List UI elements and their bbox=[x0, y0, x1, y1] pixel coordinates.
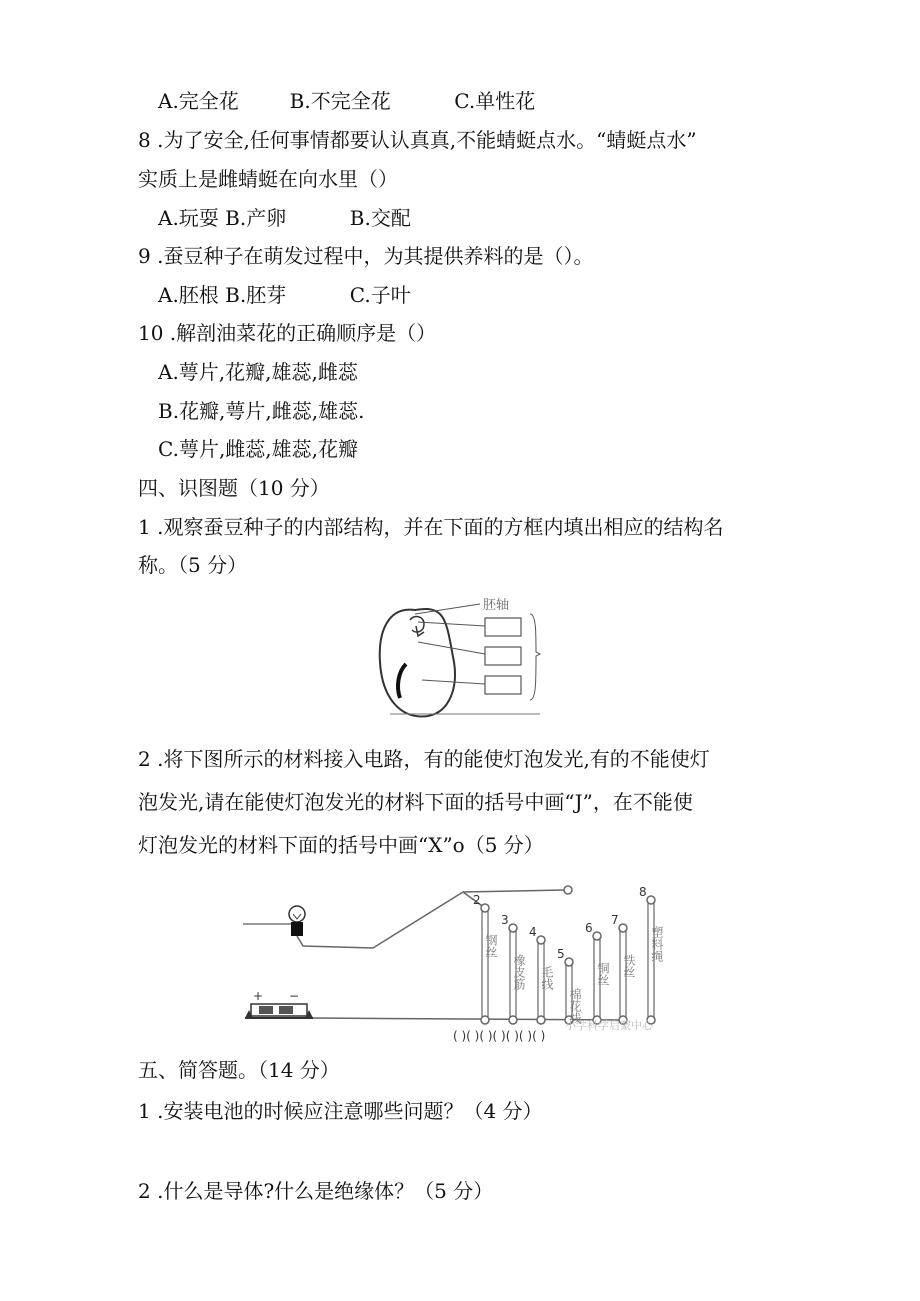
material-label-6: 铜丝 bbox=[596, 962, 610, 986]
material-number-2: 2 bbox=[473, 893, 481, 907]
s4-question-2-line-3: 灯泡发光的材料下面的括号中画“X”o（5 分） bbox=[138, 833, 544, 857]
bracket bbox=[530, 614, 540, 700]
material-terminal-top-2 bbox=[481, 904, 489, 912]
s4-question-1-line-2: 称。（5 分） bbox=[138, 553, 248, 577]
seed-outline bbox=[380, 609, 455, 717]
material-label-7: 铁丝 bbox=[622, 954, 636, 978]
question-9: 9 .蚕豆种子在萌发过程中，为其提供养料的是（）。 bbox=[138, 244, 594, 268]
embryo-axis-label: 胚轴 bbox=[483, 598, 510, 613]
answer-box-3[interactable] bbox=[485, 676, 521, 694]
material-terminal-top-4 bbox=[537, 936, 545, 944]
material-label-4: 毛线 bbox=[540, 966, 554, 990]
question-8-line-1: 8 .为了安全,任何事情都要认认真真,不能蜻蜓点水。“蜻蜓点水” bbox=[138, 128, 697, 152]
material-post-2 bbox=[482, 908, 488, 1020]
material-terminal-top-3 bbox=[509, 924, 517, 932]
q7-options: A.完全花 B.不完全花 C.单性花 bbox=[158, 89, 536, 113]
material-terminal-bottom-3 bbox=[509, 1016, 517, 1024]
section-5-heading: 五、简答题。（14 分） bbox=[138, 1058, 340, 1082]
answer-box-2[interactable] bbox=[485, 647, 521, 665]
material-terminal-top-6 bbox=[593, 932, 601, 940]
s4-question-2-line-1: 2 .将下图所示的材料接入电路，有的能使灯泡发光,有的不能使灯 bbox=[138, 747, 710, 771]
material-terminal-bottom-4 bbox=[537, 1016, 545, 1024]
material-label-8: 塑料绳 bbox=[650, 926, 664, 962]
s4-question-1-line-1: 1 .观察蚕豆种子的内部结构，并在下面的方框内填出相应的结构名 bbox=[138, 515, 724, 539]
answer-brackets[interactable]: ( )( )( )( )( )( )( ) bbox=[453, 1029, 546, 1043]
s5-question-2: 2 .什么是导体?什么是绝缘体？（5 分） bbox=[138, 1179, 494, 1203]
seed-coat-mark bbox=[398, 664, 406, 698]
s5-question-1: 1 .安装电池的时候应注意哪些问题？（4 分） bbox=[138, 1099, 543, 1123]
material-terminal-top-7 bbox=[619, 924, 627, 932]
q10-option-a: A.萼片,花瓣,雄蕊,雌蕊 bbox=[158, 360, 358, 384]
material-number-3: 3 bbox=[501, 913, 509, 927]
s4-question-2-line-2: 泡发光,请在能使灯泡发光的材料下面的括号中画“J”，在不能使 bbox=[138, 790, 693, 814]
switch-terminal bbox=[564, 886, 572, 894]
material-terminal-bottom-2 bbox=[481, 1016, 489, 1024]
material-label-2: 钢丝 bbox=[484, 934, 498, 958]
bulb-base bbox=[291, 922, 303, 936]
section-4-heading: 四、识图题（10 分） bbox=[138, 476, 330, 500]
materials-group bbox=[473, 885, 664, 1025]
battery-plus: + bbox=[253, 989, 264, 1003]
material-number-4: 4 bbox=[529, 925, 537, 939]
answer-box-1[interactable] bbox=[485, 618, 521, 636]
circuit-figure bbox=[243, 884, 675, 1044]
question-8-line-2: 实质上是雌蜻蜓在向水里（） bbox=[138, 167, 398, 191]
q9-options: A.胚根 B.胚芽 C.子叶 bbox=[158, 283, 411, 307]
battery-minus: − bbox=[289, 989, 300, 1003]
material-terminal-top-5 bbox=[565, 958, 573, 966]
question-10: 10 .解剖油菜花的正确顺序是（） bbox=[138, 321, 437, 345]
q10-option-b: B.花瓣,萼片,雌蕊,雄蕊. bbox=[158, 399, 365, 423]
material-label-5: 棉花线 bbox=[568, 988, 582, 1024]
material-terminal-top-8 bbox=[647, 896, 655, 904]
q10-option-c: C.萼片,雌蕊,雄蕊,花瓣 bbox=[158, 437, 359, 461]
broad-bean-seed-figure bbox=[370, 592, 550, 724]
battery-icon bbox=[245, 1004, 313, 1018]
material-number-6: 6 bbox=[585, 921, 593, 935]
material-number-5: 5 bbox=[557, 947, 565, 961]
material-number-8: 8 bbox=[639, 885, 647, 899]
q8-options: A.玩耍 B.产卵 B.交配 bbox=[158, 206, 411, 230]
material-number-7: 7 bbox=[611, 913, 619, 927]
watermark: 小学科学启蒙中心 bbox=[565, 1019, 653, 1032]
material-label-3: 橡皮筋 bbox=[512, 954, 526, 990]
